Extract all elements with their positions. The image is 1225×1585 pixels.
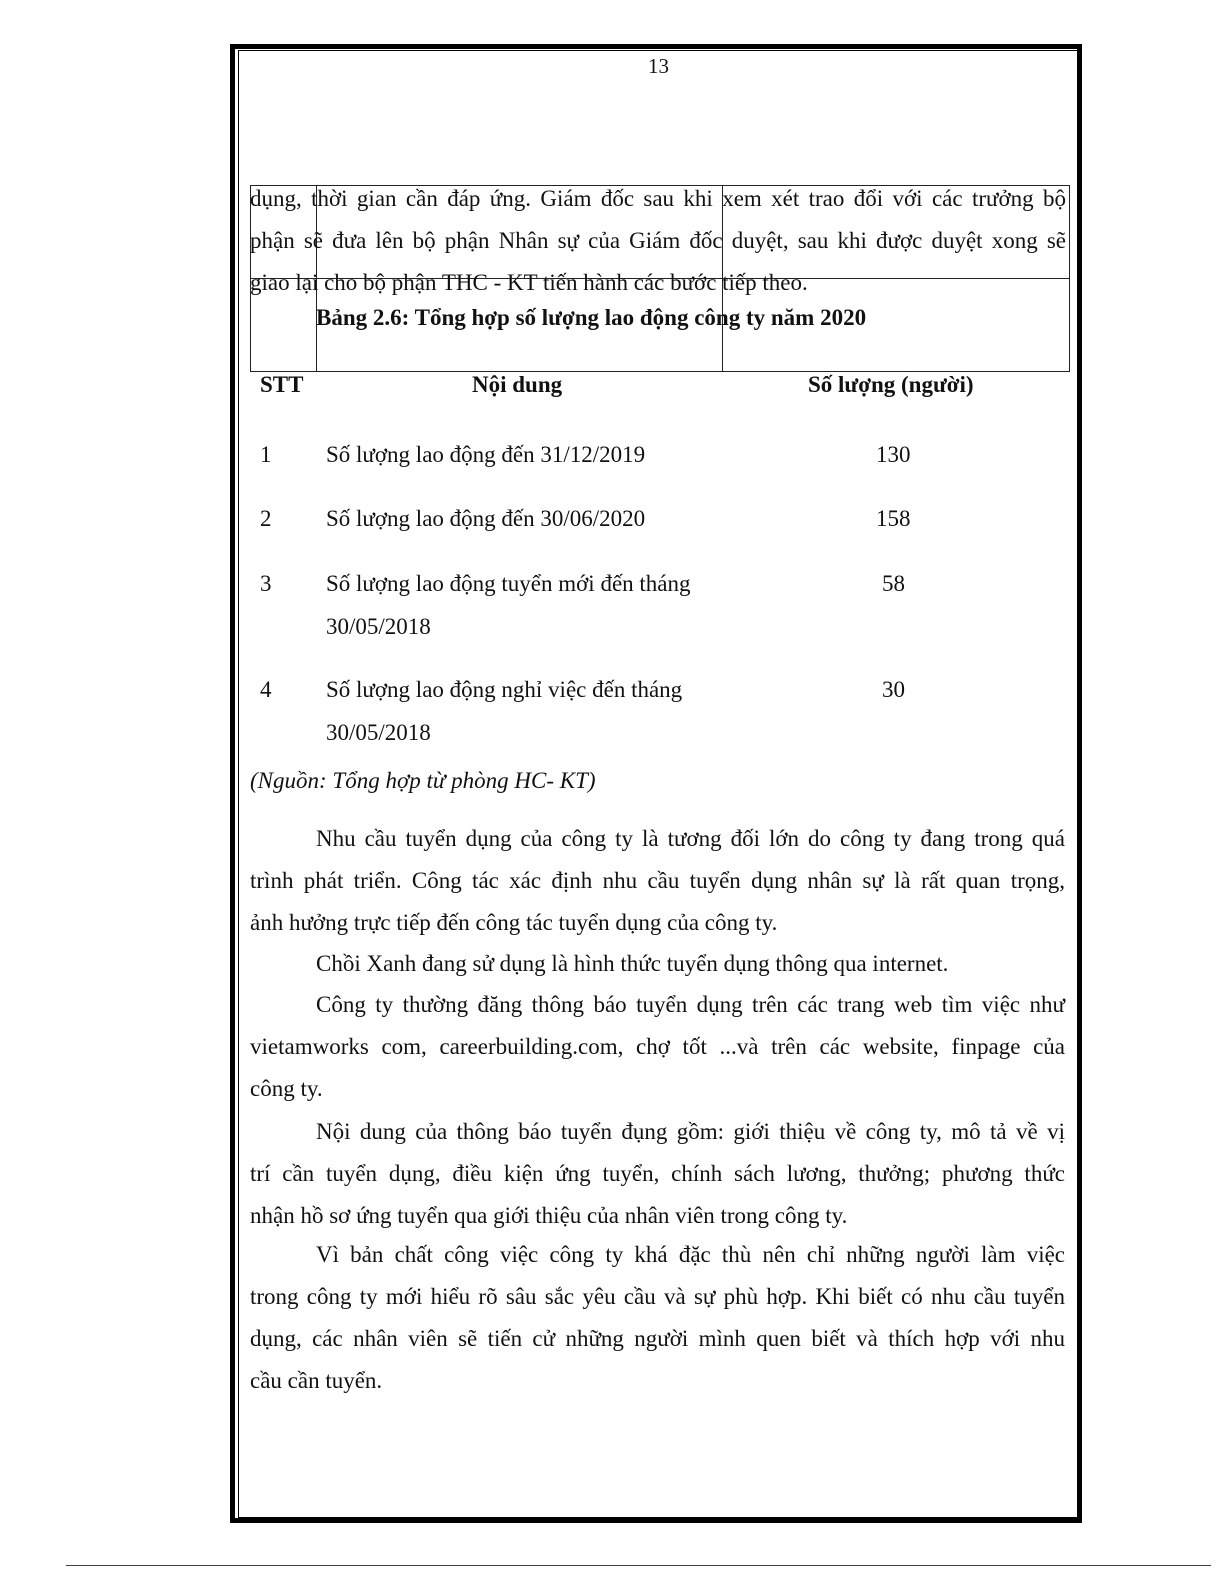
header-qty: Số lượng (người) <box>808 372 974 397</box>
row-content: Số lượng lao động đến 31/12/2019 <box>326 442 646 467</box>
paragraph-line: vietamworks com, careerbuilding.com, chợ tốt ...và trên các website, finpage của <box>250 1034 1065 1059</box>
row-stt: 1 <box>260 442 272 467</box>
row-content-line: Số lượng lao động tuyển mới đến tháng <box>326 571 691 596</box>
paragraph-line: cầu cần tuyển. <box>250 1368 383 1393</box>
row-qty: 30 <box>882 677 905 702</box>
table-source: (Nguồn: Tổng hợp từ phòng HC- KT) <box>250 768 596 793</box>
paragraph-line: Chồi Xanh đang sử dụng là hình thức tuyển dụng thông qua internet. <box>316 951 949 976</box>
row-stt: 4 <box>260 677 272 702</box>
paragraph-line: Nội dung của thông báo tuyển đụng gồm: giới thiệu về công ty, mô tả về vị <box>316 1119 1065 1144</box>
paragraph-line: nhận hồ sơ ứng tuyển qua giới thiệu của nhân viên trong công ty. <box>250 1203 848 1228</box>
header-content: Nội dung <box>472 372 563 397</box>
paragraph-line: Vì bản chất công việc công ty khá đặc thù nên chỉ những người làm việc <box>316 1242 1065 1267</box>
paragraph-line: trí cần tuyển dụng, điều kiện ứng tuyển, chính sách lương, thưởng; phương thức <box>250 1161 1065 1186</box>
row-content-line: 30/05/2018 <box>326 614 431 639</box>
bottom-rule <box>66 1565 1211 1566</box>
row-qty: 58 <box>882 571 905 596</box>
row-content <box>326 668 682 754</box>
paragraph <box>250 1111 1065 1237</box>
paragraph <box>250 984 1065 1110</box>
row-qty: 130 <box>876 442 911 467</box>
intro-text <box>250 178 1066 304</box>
intro-line: dụng, thời gian cần đáp ứng. Giám đốc sau khi xem xét trao đổi với các trưởng bộ <box>250 186 1066 211</box>
table-caption: Bảng 2.6: Tổng hợp số lượng lao động công ty năm 2020 <box>316 305 867 330</box>
row-content-line: Số lượng lao động nghỉ việc đến tháng <box>326 677 683 702</box>
paragraph-line: công ty. <box>250 1076 323 1101</box>
row-content-line: 30/05/2018 <box>326 720 431 745</box>
paragraph <box>250 818 1065 944</box>
page-number: 13 <box>648 54 669 78</box>
paragraph-line: trong công ty mới hiểu rõ sâu sắc yêu cầu và sự phù hợp. Khi biết có nhu cầu tuyển <box>250 1284 1065 1309</box>
intro-line: giao lại cho bộ phận THC - KT tiến hành các bước tiếp theo. <box>250 270 808 295</box>
row-stt: 2 <box>260 506 272 531</box>
row-qty: 158 <box>876 506 911 531</box>
row-content: Số lượng lao động đến 30/06/2020 <box>326 506 646 531</box>
paragraph <box>250 943 1065 985</box>
paragraph <box>250 1234 1065 1402</box>
paragraph-line: dụng, các nhân viên sẽ tiến cử những người mình quen biết và thích hợp với nhu <box>250 1326 1065 1351</box>
row-content <box>326 562 691 648</box>
paragraph-line: Nhu cầu tuyển dụng của công ty là tương đối lớn do công ty đang trong quá <box>316 826 1065 851</box>
intro-line: phận sẽ đưa lên bộ phận Nhân sự của Giám đốc duyệt, sau khi được duyệt xong sẽ <box>250 228 1066 253</box>
header-stt: STT <box>260 372 304 397</box>
paragraph-line: ảnh hưởng trực tiếp đến công tác tuyển dụng của công ty. <box>250 910 778 935</box>
paragraph-line: Công ty thường đăng thông báo tuyển dụng trên các trang web tìm việc như <box>316 992 1065 1017</box>
paragraph-line: trình phát triển. Công tác xác định nhu cầu tuyển dụng nhân sự là rất quan trọng, <box>250 868 1065 893</box>
row-stt: 3 <box>260 571 272 596</box>
